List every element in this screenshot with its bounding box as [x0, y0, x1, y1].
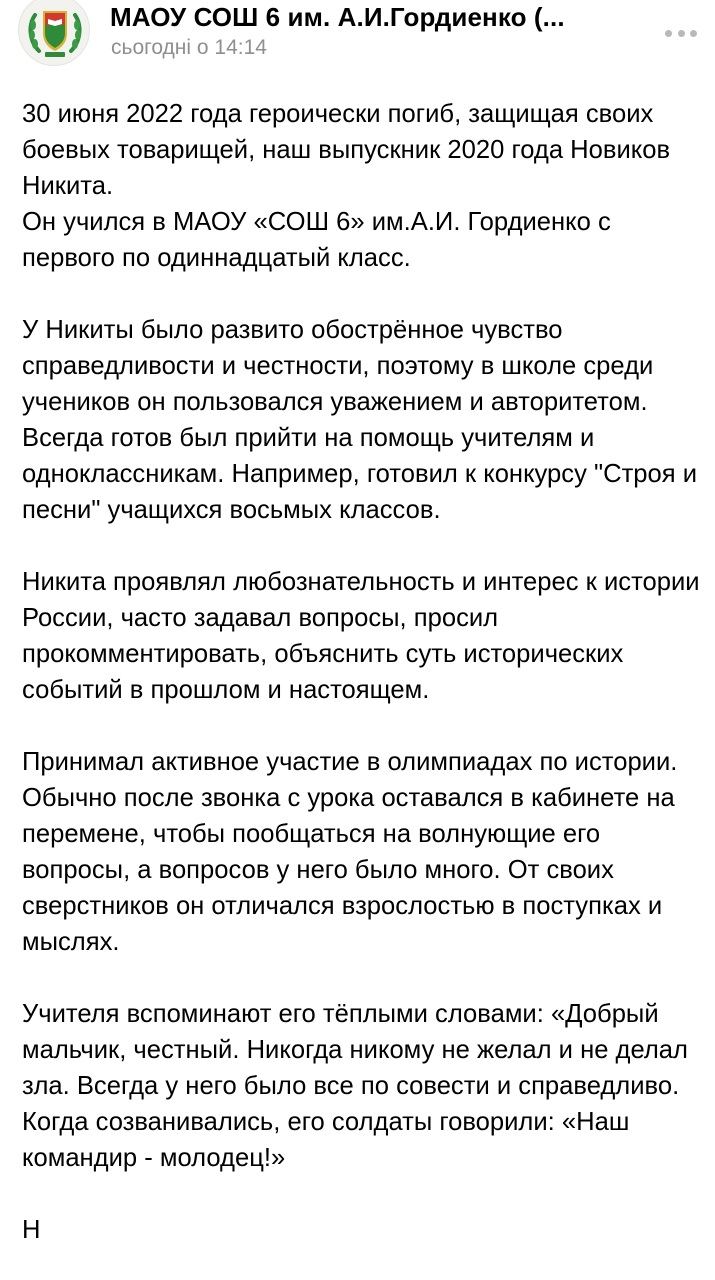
post-paragraph-1: 30 июня 2022 года героически погиб, защищая своих боевых товарищей, наш выпускник 2020 года Новиков Никита. Он учился в МАОУ «СОШ 6» им.А.И. Гордиенко с первого по одиннадцатый класс. — [22, 100, 671, 272]
post-paragraph-4: Принимал активное участие в олимпиадах по истории. Обычно после звонка с урока оставался в кабинете на перемене, чтобы пообщаться на волнующие его вопросы, а вопросов у него было много. От своих сверстников он отличался взрослостью в поступках и мыслях. — [22, 748, 678, 956]
post-timestamp: сьогодні о 14:14 — [111, 36, 267, 59]
school-emblem-icon — [19, 0, 90, 66]
ellipsis-horizontal-icon — [665, 30, 672, 37]
avatar[interactable] — [18, 0, 90, 66]
post-paragraph-5: Учителя вспоминают его тёплыми словами: «Добрый мальчик, честный. Никогда никому не желал и не делал зла. Всегда у него было все по совести и справедливо. Когда созванивались, его солдаты говорили: «Наш командир - молодец!» — [22, 1000, 688, 1172]
post-paragraph-6-cut: Н — [22, 1216, 41, 1244]
ellipsis-horizontal-icon — [690, 30, 697, 37]
post-header — [0, 0, 715, 70]
ellipsis-horizontal-icon — [678, 30, 685, 37]
author-name[interactable]: МАОУ СОШ 6 им. А.И.Гордиенко (... — [110, 2, 565, 32]
more-options-button[interactable] — [661, 22, 701, 44]
post-body — [22, 96, 702, 1248]
post-paragraph-3: Никита проявлял любознательность и интерес к истории России, часто задавал вопросы, просил прокомментировать, объяснить суть исторических событий в прошлом и настоящем. — [22, 568, 700, 704]
post-paragraph-2: У Никиты было развито обострённое чувство справедливости и честности, поэтому в школе среди учеников он пользовался уважением и авторитетом. Всегда готов был прийти на помощь учителям и одноклассникам. Например, готовил к конкурсу "Строя и песни" учащихся восьмых классов. — [22, 316, 698, 524]
